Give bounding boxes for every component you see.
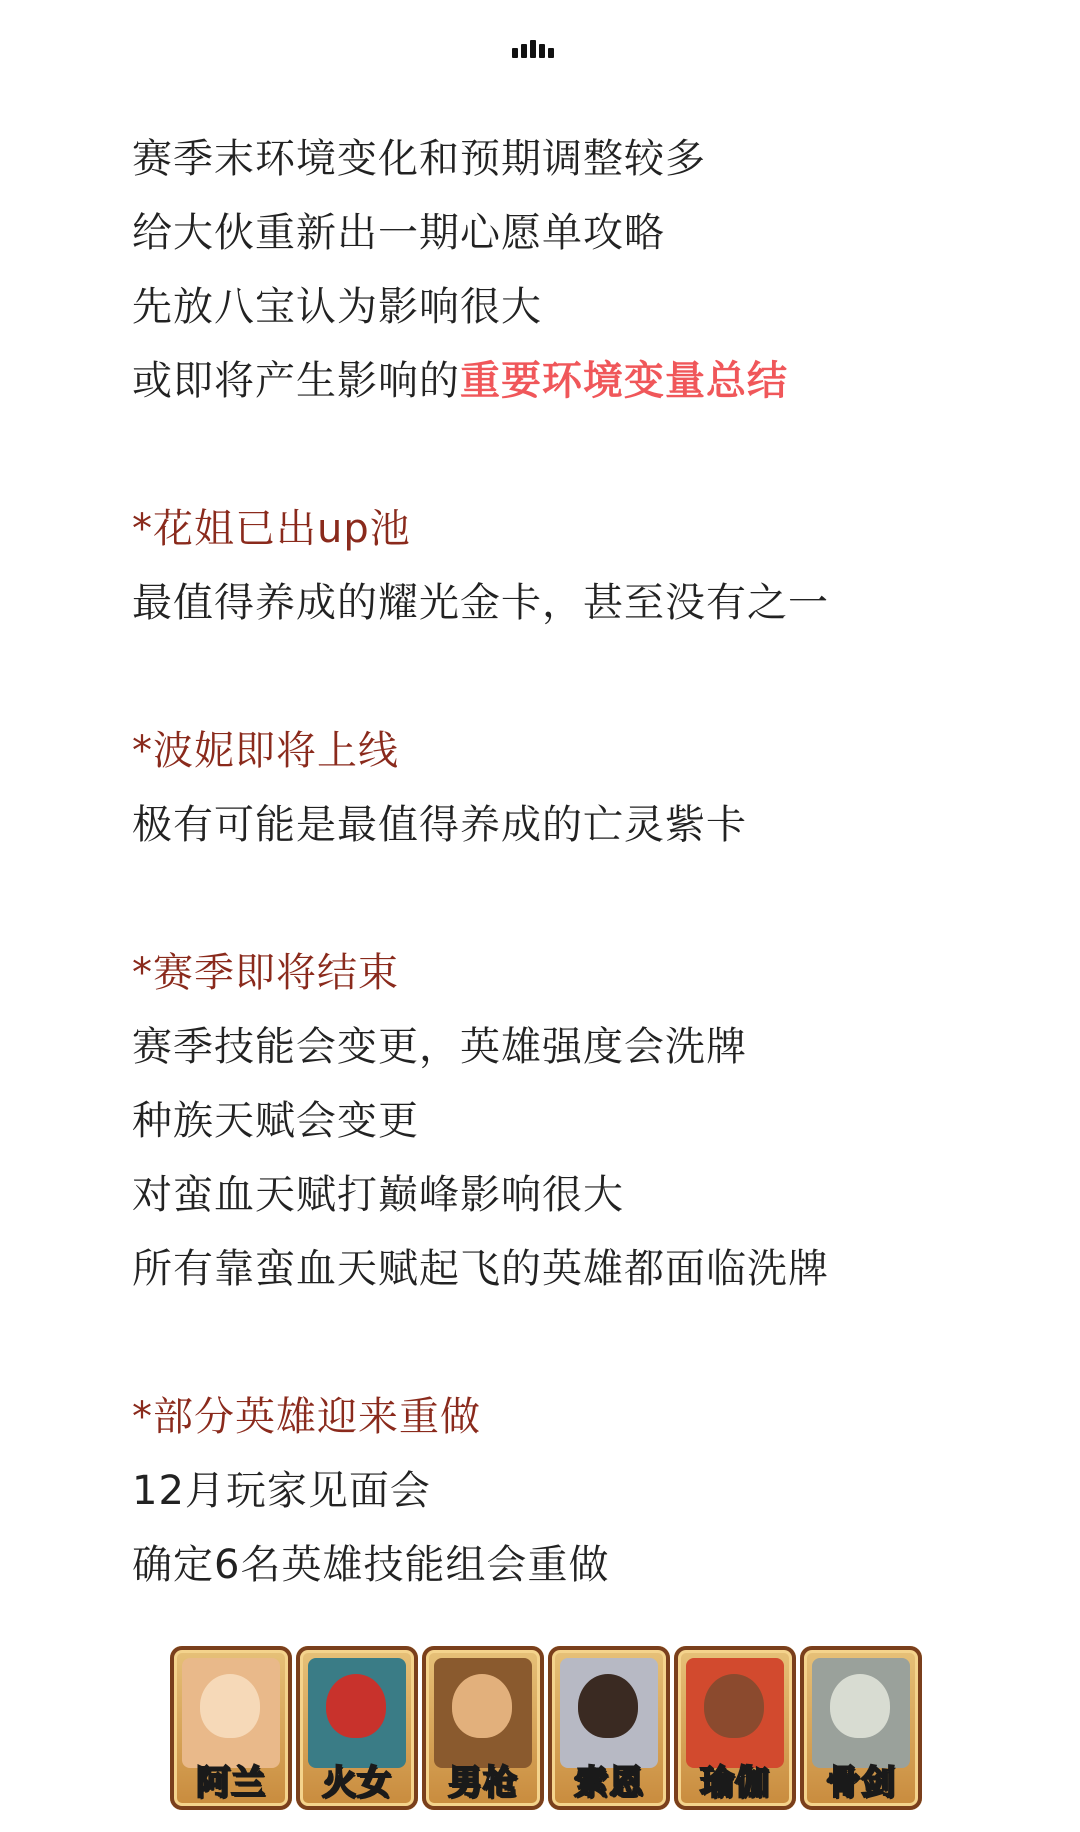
hero-name: 男枪	[448, 1763, 518, 1803]
section-heading-hua: *花姐已出up池	[132, 506, 411, 552]
section-heading-season: *赛季即将结束	[132, 950, 399, 996]
intro-line-1: 赛季末环境变化和预期调整较多	[132, 136, 706, 182]
hero-face-icon	[452, 1674, 512, 1738]
intro-line-3: 先放八宝认为影响很大	[132, 284, 542, 330]
hero-card	[674, 1646, 796, 1810]
hero-card-strip	[170, 1646, 922, 1810]
hero-card	[800, 1646, 922, 1810]
hero-face-icon	[830, 1674, 890, 1738]
section-line: 赛季技能会变更，英雄强度会洗牌	[132, 1024, 747, 1070]
section-heading-rework: *部分英雄迎来重做	[132, 1394, 481, 1440]
section-line: 最值得养成的耀光金卡，甚至没有之一	[132, 580, 829, 626]
hero-name: 骨剑	[826, 1763, 896, 1803]
intro-line-4	[132, 344, 1032, 418]
hero-face-icon	[578, 1674, 638, 1738]
section-heading-boni: *波妮即将上线	[132, 728, 399, 774]
hero-name: 瑜伽	[700, 1763, 770, 1803]
section-line: 种族天赋会变更	[132, 1098, 419, 1144]
section-line: 极有可能是最值得养成的亡灵紫卡	[132, 802, 747, 848]
hero-face-icon	[326, 1674, 386, 1738]
hero-card	[170, 1646, 292, 1810]
hero-name: 阿兰	[196, 1763, 266, 1803]
hero-name: 火女	[322, 1763, 392, 1803]
hero-face-icon	[200, 1674, 260, 1738]
intro-line-4-prefix: 或即将产生影响的	[132, 358, 460, 404]
hero-card	[422, 1646, 544, 1810]
signal-indicator-icon	[512, 40, 570, 58]
article-body	[132, 122, 1032, 1602]
hero-name: 索恩	[574, 1763, 644, 1803]
intro-highlight: 重要环境变量总结	[460, 358, 788, 404]
hero-face-icon	[704, 1674, 764, 1738]
section-line: 对蛮血天赋打巅峰影响很大	[132, 1172, 624, 1218]
section-line: 所有靠蛮血天赋起飞的英雄都面临洗牌	[132, 1246, 829, 1292]
hero-card	[548, 1646, 670, 1810]
section-line: 确定6名英雄技能组会重做	[132, 1542, 610, 1588]
hero-card	[296, 1646, 418, 1810]
intro-line-2: 给大伙重新出一期心愿单攻略	[132, 210, 665, 256]
section-line: 12月玩家见面会	[132, 1468, 431, 1514]
